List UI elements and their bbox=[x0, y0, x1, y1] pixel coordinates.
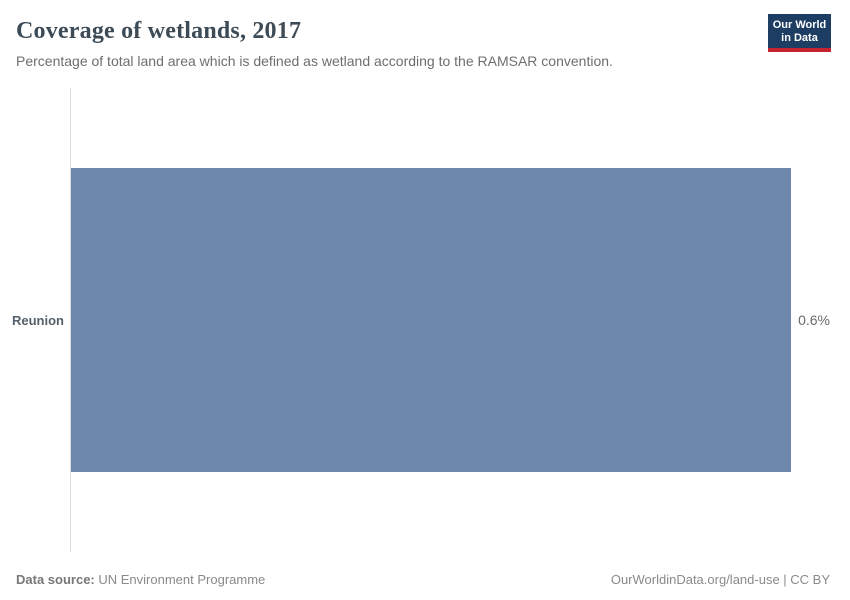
data-source-note bbox=[16, 572, 265, 588]
data-source-value[interactable]: UN Environment Programme bbox=[98, 572, 266, 587]
entity-label-reunion[interactable]: Reunion bbox=[12, 312, 64, 328]
chart-header bbox=[0, 0, 850, 70]
page-title: Coverage of wetlands, 2017 bbox=[16, 18, 302, 44]
y-axis-labels bbox=[0, 88, 70, 552]
owid-logo-line1: Our World bbox=[772, 19, 827, 31]
owid-logo[interactable] bbox=[768, 14, 831, 52]
chart-subtitle: Percentage of total land area which is defined as wetland according to the RAMSAR convention. bbox=[16, 53, 613, 69]
bar-reunion[interactable] bbox=[71, 168, 791, 472]
owid-url-license-link[interactable]: OurWorldinData.org/land-use | CC BY bbox=[610, 572, 830, 587]
data-source-label: Data source: bbox=[16, 572, 95, 587]
plot-area bbox=[0, 88, 830, 552]
owid-logo-line2: in Data bbox=[781, 31, 818, 44]
chart-footer bbox=[16, 572, 830, 588]
bar-value-label: 0.6% bbox=[798, 312, 830, 328]
x-axis-plot bbox=[70, 88, 830, 552]
bar-row bbox=[71, 168, 830, 472]
